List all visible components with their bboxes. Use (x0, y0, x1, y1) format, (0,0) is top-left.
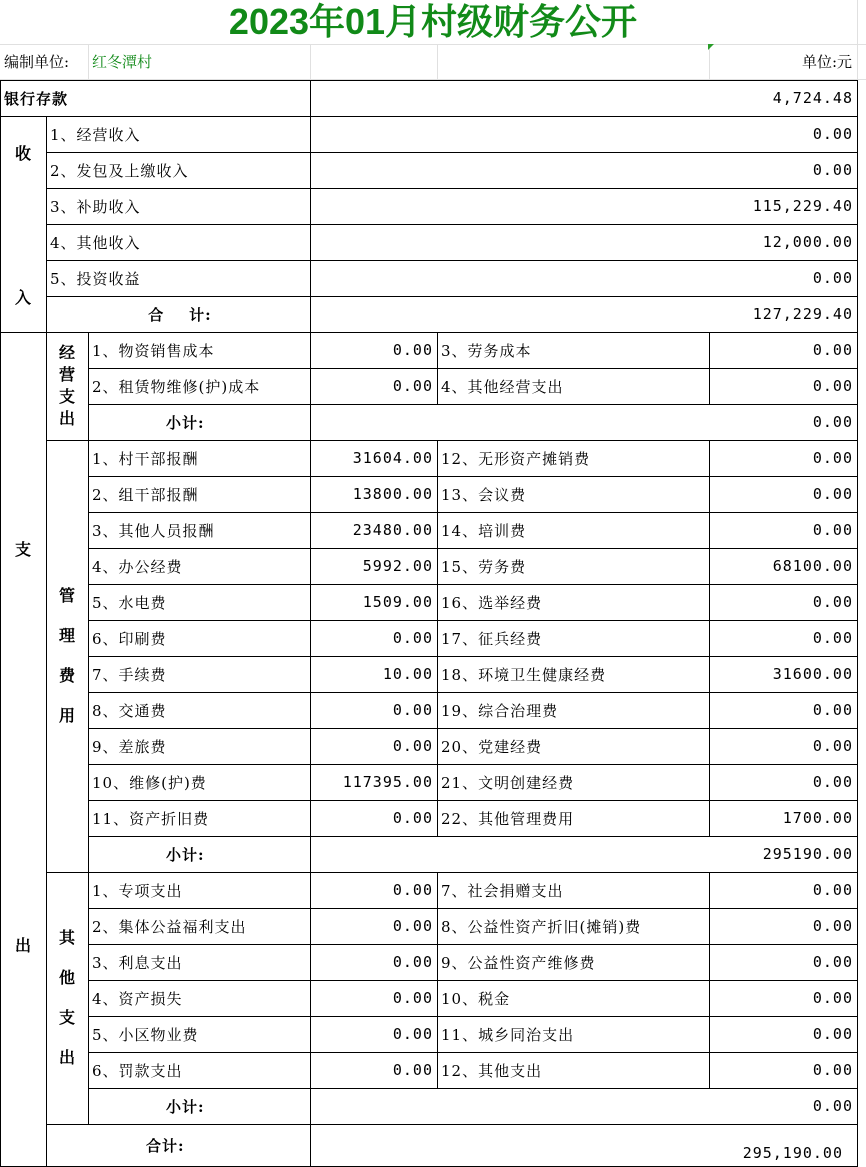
page-title: 2023年01月村级财务公开 (228, 1, 638, 42)
other-item-value: 0.00 (812, 917, 853, 935)
management-item-label: 1、村干部报酬 (92, 449, 199, 468)
border-line (88, 584, 858, 585)
border-line (0, 80, 1, 1167)
border-line (46, 440, 858, 441)
border-line (88, 476, 858, 477)
management-item-label: 20、党建经费 (441, 737, 543, 756)
other-item-label: 12、其他支出 (441, 1061, 543, 1080)
border-line (88, 656, 858, 657)
income-item-label: 3、补助收入 (50, 197, 141, 216)
border-line (0, 116, 858, 117)
border-line (88, 548, 858, 549)
operating-item-label: 2、租赁物维修(护)成本 (92, 377, 261, 396)
other-item-label: 4、资产损失 (92, 989, 183, 1008)
income-item-label: 2、发包及上缴收入 (50, 161, 189, 180)
management-item-value: 1700.00 (782, 809, 853, 827)
other-item-value: 0.00 (812, 989, 853, 1007)
other-item-value: 0.00 (392, 917, 433, 935)
other-item-value: 0.00 (392, 1061, 433, 1079)
management-subtotal-value: 295190.00 (762, 845, 853, 863)
border-line (88, 836, 858, 837)
management-item-label: 22、其他管理费用 (441, 809, 575, 828)
management-item-label: 9、差旅费 (92, 737, 167, 756)
management-item-label: 7、手续费 (92, 665, 167, 684)
border-line (437, 332, 438, 405)
other-item-label: 5、小区物业费 (92, 1025, 199, 1044)
operating-side-label (46, 332, 88, 440)
side-char: 他 (58, 968, 75, 987)
border-line (46, 296, 858, 297)
management-item-value: 117395.00 (342, 773, 433, 791)
side-char: 管 (58, 586, 75, 605)
border-line (88, 1016, 858, 1017)
border-line (88, 728, 858, 729)
income-total-value: 127,229.40 (752, 305, 853, 323)
income-item-label: 4、其他收入 (50, 233, 141, 252)
management-side-label (46, 440, 88, 872)
other-item-value: 0.00 (812, 953, 853, 971)
other-item-value: 0.00 (392, 1025, 433, 1043)
management-item-value: 5992.00 (362, 557, 433, 575)
management-item-label: 17、征兵经费 (441, 629, 543, 648)
management-item-value: 13800.00 (352, 485, 433, 503)
management-item-label: 11、资产折旧费 (92, 809, 210, 828)
management-item-value: 0.00 (812, 701, 853, 719)
management-item-value: 0.00 (812, 485, 853, 503)
other-item-label: 11、城乡同治支出 (441, 1025, 575, 1044)
management-item-label: 10、维修(护)费 (92, 773, 207, 792)
border-line (46, 1124, 858, 1125)
operating-subtotal-value: 0.00 (812, 413, 853, 431)
income-item-value: 115,229.40 (752, 197, 853, 215)
side-char: 其 (58, 928, 75, 947)
management-item-label: 19、综合治理费 (441, 701, 559, 720)
management-item-value: 23480.00 (352, 521, 433, 539)
side-char: 用 (58, 706, 75, 725)
income-side-top: 收 (14, 143, 31, 163)
other-item-value: 0.00 (392, 989, 433, 1007)
unit-label: 编制单位: (4, 53, 70, 71)
management-item-label: 8、交通费 (92, 701, 167, 720)
other-subtotal-label: 小计: (166, 1097, 205, 1116)
border-line (88, 368, 858, 369)
border-line (46, 224, 858, 225)
operating-item-value: 0.00 (812, 341, 853, 359)
border-line (46, 872, 858, 873)
side-char: 出 (58, 1048, 75, 1067)
operating-item-value: 0.00 (392, 341, 433, 359)
other-item-label: 1、专项支出 (92, 881, 183, 900)
unit-value: 红冬潭村 (92, 53, 153, 71)
income-item-label: 5、投资收益 (50, 269, 141, 288)
other-item-value: 0.00 (812, 881, 853, 899)
side-char: 费 (58, 666, 75, 685)
border-line (88, 800, 858, 801)
border-line (88, 512, 858, 513)
grid-line (88, 44, 89, 80)
management-item-value: 0.00 (392, 701, 433, 719)
management-item-label: 3、其他人员报酬 (92, 521, 215, 540)
operating-subtotal-label: 小计: (166, 413, 205, 432)
expense-side-bottom: 出 (14, 935, 31, 955)
side-char: 理 (58, 626, 75, 645)
management-item-value: 0.00 (812, 629, 853, 647)
income-item-value: 0.00 (812, 161, 853, 179)
income-item-label: 1、经营收入 (50, 125, 141, 144)
side-char: 出 (58, 409, 75, 428)
operating-item-label: 4、其他经营支出 (441, 377, 564, 396)
management-item-value: 0.00 (812, 593, 853, 611)
border-line (709, 872, 710, 1089)
management-item-value: 0.00 (392, 629, 433, 647)
other-item-label: 9、公益性资产维修费 (441, 953, 596, 972)
expense-total-value: 295,190.00 (742, 1144, 843, 1162)
management-item-value: 10.00 (382, 665, 433, 683)
border-line (0, 332, 858, 333)
grid-line (310, 44, 311, 80)
border-line (437, 872, 438, 1089)
other-item-label: 6、罚款支出 (92, 1061, 183, 1080)
border-line (88, 944, 858, 945)
bank-label: 银行存款 (4, 89, 69, 108)
management-item-label: 15、劳务费 (441, 557, 527, 576)
side-char: 营 (58, 365, 75, 384)
border-line (857, 80, 858, 1167)
border-line (46, 260, 858, 261)
management-item-value: 0.00 (812, 773, 853, 791)
operating-item-label: 3、劳务成本 (441, 341, 532, 360)
operating-item-label: 1、物资销售成本 (92, 341, 215, 360)
other-item-label: 2、集体公益福利支出 (92, 917, 247, 936)
management-item-label: 2、组干部报酬 (92, 485, 199, 504)
other-item-value: 0.00 (812, 1025, 853, 1043)
border-line (88, 764, 858, 765)
border-line (88, 620, 858, 621)
border-line (46, 188, 858, 189)
border-line (310, 80, 311, 1167)
currency-label: 单位:元 (801, 53, 852, 71)
income-item-value: 12,000.00 (762, 233, 853, 251)
side-char: 经 (58, 343, 75, 362)
management-item-value: 0.00 (392, 809, 433, 827)
border-line (88, 908, 858, 909)
border-line (88, 404, 858, 405)
operating-item-value: 0.00 (392, 377, 433, 395)
management-item-value: 0.00 (812, 521, 853, 539)
management-item-label: 13、会议费 (441, 485, 527, 504)
income-total-label: 合 计: (148, 305, 212, 324)
management-item-label: 21、文明创建经费 (441, 773, 575, 792)
other-item-value: 0.00 (812, 1061, 853, 1079)
border-line (0, 80, 858, 81)
side-char: 支 (58, 1008, 75, 1027)
border-line (88, 692, 858, 693)
management-item-value: 0.00 (812, 737, 853, 755)
border-line (88, 1052, 858, 1053)
management-item-value: 0.00 (812, 449, 853, 467)
other-item-label: 3、利息支出 (92, 953, 183, 972)
management-subtotal-label: 小计: (166, 845, 205, 864)
income-item-value: 0.00 (812, 125, 853, 143)
border-line (46, 152, 858, 153)
operating-item-value: 0.00 (812, 377, 853, 395)
border-line (709, 440, 710, 837)
other-item-value: 0.00 (392, 953, 433, 971)
management-item-label: 18、环境卫生健康经费 (441, 665, 607, 684)
border-line (88, 980, 858, 981)
management-item-value: 31600.00 (772, 665, 853, 683)
expense-total-label: 合计: (146, 1136, 185, 1155)
management-item-value: 31604.00 (352, 449, 433, 467)
management-item-label: 14、培训费 (441, 521, 527, 540)
income-item-value: 0.00 (812, 269, 853, 287)
management-item-label: 12、无形资产摊销费 (441, 449, 591, 468)
bank-value: 4,724.48 (772, 89, 853, 107)
management-item-label: 16、选举经费 (441, 593, 543, 612)
other-subtotal-value: 0.00 (812, 1097, 853, 1115)
other-item-label: 8、公益性资产折旧(摊销)费 (441, 917, 642, 936)
management-item-value: 1509.00 (362, 593, 433, 611)
border-line (437, 440, 438, 837)
comment-marker-icon (708, 44, 714, 50)
side-char: 支 (58, 387, 75, 406)
management-item-value: 68100.00 (772, 557, 853, 575)
border-line (88, 332, 89, 441)
border-line (46, 116, 47, 1167)
other-item-label: 7、社会捐赠支出 (441, 881, 564, 900)
grid-line (437, 44, 438, 80)
expense-side-top: 支 (14, 539, 31, 559)
management-item-label: 4、办公经费 (92, 557, 183, 576)
other-item-label: 10、税金 (441, 989, 511, 1008)
income-side-bottom: 入 (14, 287, 31, 307)
border-line (88, 1088, 858, 1089)
other-item-value: 0.00 (392, 881, 433, 899)
management-item-label: 5、水电费 (92, 593, 167, 612)
management-item-label: 6、印刷费 (92, 629, 167, 648)
other-side-label (46, 872, 88, 1124)
management-item-value: 0.00 (392, 737, 433, 755)
border-line (709, 332, 710, 405)
